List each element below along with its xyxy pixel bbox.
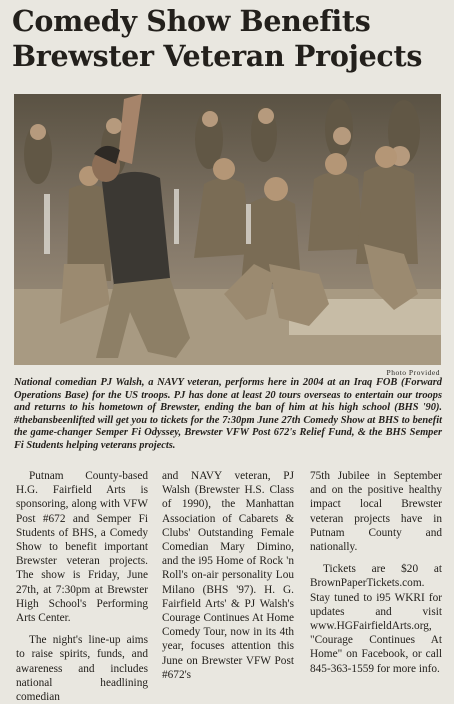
body-column-1: [16, 469, 148, 704]
body-paragraph: 75th Jubilee in September and on the positive healthy impact local Brewster veteran projects have in Putnam County and nationally.: [310, 470, 442, 554]
body-paragraph: Tickets are $20 at BrownPaperTickets.com. Stay tuned to i95 WKRI for updates and visit www.HGFairfieldArts.org, "Courage Continues At Home" on Facebook, or call 845-363-1559 for more info.: [310, 563, 442, 675]
body-paragraph: Putnam County-based H.G. Fairfield Arts is sponsoring, along with VFW Post #672 and Semper Fi Students of BHS, a Comedy Show to benefit important Brewster veteran projects. The show is Friday, June 27th, at 7:30pm at Brewster High School's Performing Arts Center.: [16, 470, 148, 625]
article-headline: [12, 4, 442, 74]
headline-line-2: Brewster Veteran Projects: [12, 39, 423, 73]
article-photo: [14, 94, 441, 365]
body-paragraph: The night's line-up aims to raise spirits, funds, and awareness and includes national headlining comedian: [16, 634, 148, 704]
photo-scene: [14, 94, 441, 365]
headline-line-1: Comedy Show Benefits: [12, 4, 371, 38]
body-column-3: [310, 469, 442, 676]
body-paragraph: and NAVY veteran, PJ Walsh (Brewster H.S. Class of 1990), the Manhattan Association of Cabarets & Clubs' Outstanding Female Comedian Mary Dimino, and the i95 Home of Rock 'n Roll's on-air personality Lou Milano (BHS '97). H. G. Fairfield Arts' & PJ Walsh's Courage Continues At Home Comedy Tour, now in its 4th year, focuses attention this June on Brewster VFW Post #672's: [162, 470, 294, 681]
photo-credit: Photo Provided: [386, 368, 440, 377]
body-column-2: [162, 469, 294, 682]
photo-caption: National comedian PJ Walsh, a NAVY veteran, performs here in 2004 at an Iraq FOB (Forward Operations Base) for the US troops. PJ has done at least 20 tours overseas to entertain our troops and returns to his hometown of Brewster, ending the ban of him at his high school (BHS '90). #thebansbeenlifted will get you to tickets for the 7:30pm June 27th Comedy Show at BHS to benefit the game-changer Semper Fi Odyssey, Brewster VFW Post 672's Relief Fund, & the BHS Semper Fi Students helping veterans projects.: [14, 377, 442, 451]
